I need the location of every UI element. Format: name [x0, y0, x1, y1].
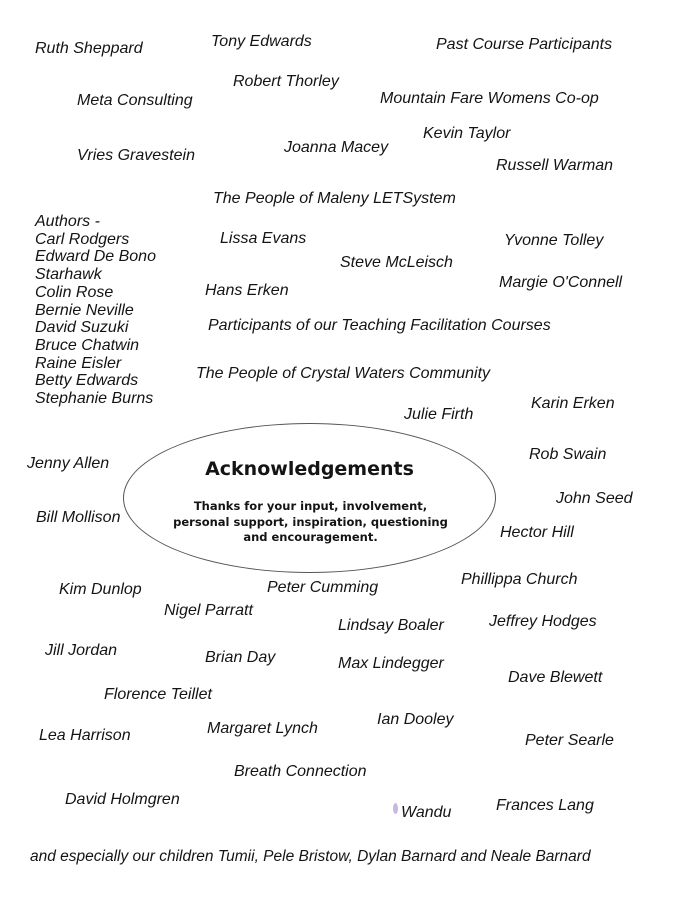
name-crystal-waters-community: The People of Crystal Waters Community [196, 365, 491, 382]
name-frances-lang: Frances Lang [496, 797, 594, 814]
name-margie-oconnell: Margie O'Connell [499, 274, 623, 291]
name-phillippa-church: Phillippa Church [461, 571, 578, 588]
name-peter-searle: Peter Searle [525, 732, 614, 749]
name-jenny-allen: Jenny Allen [27, 455, 110, 472]
author-item: Bernie Neville [35, 301, 134, 319]
name-lindsay-boaler: Lindsay Boaler [338, 617, 444, 634]
name-wandu: Wandu [401, 804, 452, 821]
name-julie-firth: Julie Firth [404, 406, 474, 423]
authors-heading: Authors - [35, 213, 100, 230]
name-rob-swain: Rob Swain [529, 446, 607, 463]
name-russell-warman: Russell Warman [496, 157, 614, 174]
name-yvonne-tolley: Yvonne Tolley [504, 232, 604, 249]
name-past-course-participants: Past Course Participants [436, 36, 613, 53]
name-teaching-facilitation-participants: Participants of our Teaching Facilitation Courses [208, 317, 551, 334]
name-karin-erken: Karin Erken [531, 395, 615, 412]
author-item: Betty Edwards [35, 372, 139, 390]
name-dave-blewett: Dave Blewett [508, 669, 603, 686]
author-item: Starhawk [35, 266, 102, 284]
name-bill-mollison: Bill Mollison [36, 509, 121, 526]
name-john-seed: John Seed [556, 490, 633, 507]
name-jeffrey-hodges: Jeffrey Hodges [489, 613, 597, 630]
name-tony-edwards: Tony Edwards [211, 33, 312, 50]
name-margaret-lynch: Margaret Lynch [207, 720, 318, 737]
name-kim-dunlop: Kim Dunlop [59, 581, 142, 598]
name-florence-teillet: Florence Teillet [104, 686, 212, 703]
authors-list [35, 213, 156, 408]
name-brian-day: Brian Day [205, 649, 276, 666]
name-joanna-macey: Joanna Macey [284, 139, 389, 156]
name-hector-hill: Hector Hill [500, 524, 574, 541]
children-dedication: and especially our children Tumii, Pele Bristow, Dylan Barnard and Neale Barnard [30, 848, 591, 865]
ink-smudge [393, 803, 398, 814]
name-lea-harrison: Lea Harrison [39, 727, 131, 744]
author-item: Stephanie Burns [35, 390, 154, 408]
name-lissa-evans: Lissa Evans [220, 230, 307, 247]
name-david-holmgren: David Holmgren [65, 791, 180, 808]
name-vries-gravestein: Vries Gravestein [77, 147, 195, 164]
acknowledgements-title: Acknowledgements [205, 458, 414, 480]
name-hans-erken: Hans Erken [205, 282, 289, 299]
name-ruth-sheppard: Ruth Sheppard [35, 40, 143, 57]
author-item: Edward De Bono [35, 248, 156, 266]
author-item: Bruce Chatwin [35, 336, 140, 354]
name-jill-jordan: Jill Jordan [45, 642, 118, 659]
author-item: Carl Rodgers [35, 230, 130, 248]
name-nigel-parratt: Nigel Parratt [164, 602, 253, 619]
author-item: Colin Rose [35, 283, 114, 301]
author-item: David Suzuki [35, 319, 129, 337]
name-breath-connection: Breath Connection [234, 763, 367, 780]
name-steve-mcleisch: Steve McLeisch [340, 254, 453, 271]
name-meta-consulting: Meta Consulting [77, 92, 193, 109]
name-kevin-taylor: Kevin Taylor [423, 125, 511, 142]
name-robert-thorley: Robert Thorley [233, 73, 339, 90]
name-maleny-letsystem: The People of Maleny LETSystem [213, 190, 456, 207]
acknowledgements-ellipse [123, 423, 496, 573]
name-peter-cumming: Peter Cumming [267, 579, 379, 596]
name-max-lindegger: Max Lindegger [338, 655, 444, 672]
author-item: Raine Eisler [35, 354, 122, 372]
name-ian-dooley: Ian Dooley [377, 711, 454, 728]
acknowledgements-thanks: Thanks for your input, involvement, personal support, inspiration, questioning and encouragement. [173, 499, 448, 544]
name-mountain-fare: Mountain Fare Womens Co-op [380, 90, 599, 107]
